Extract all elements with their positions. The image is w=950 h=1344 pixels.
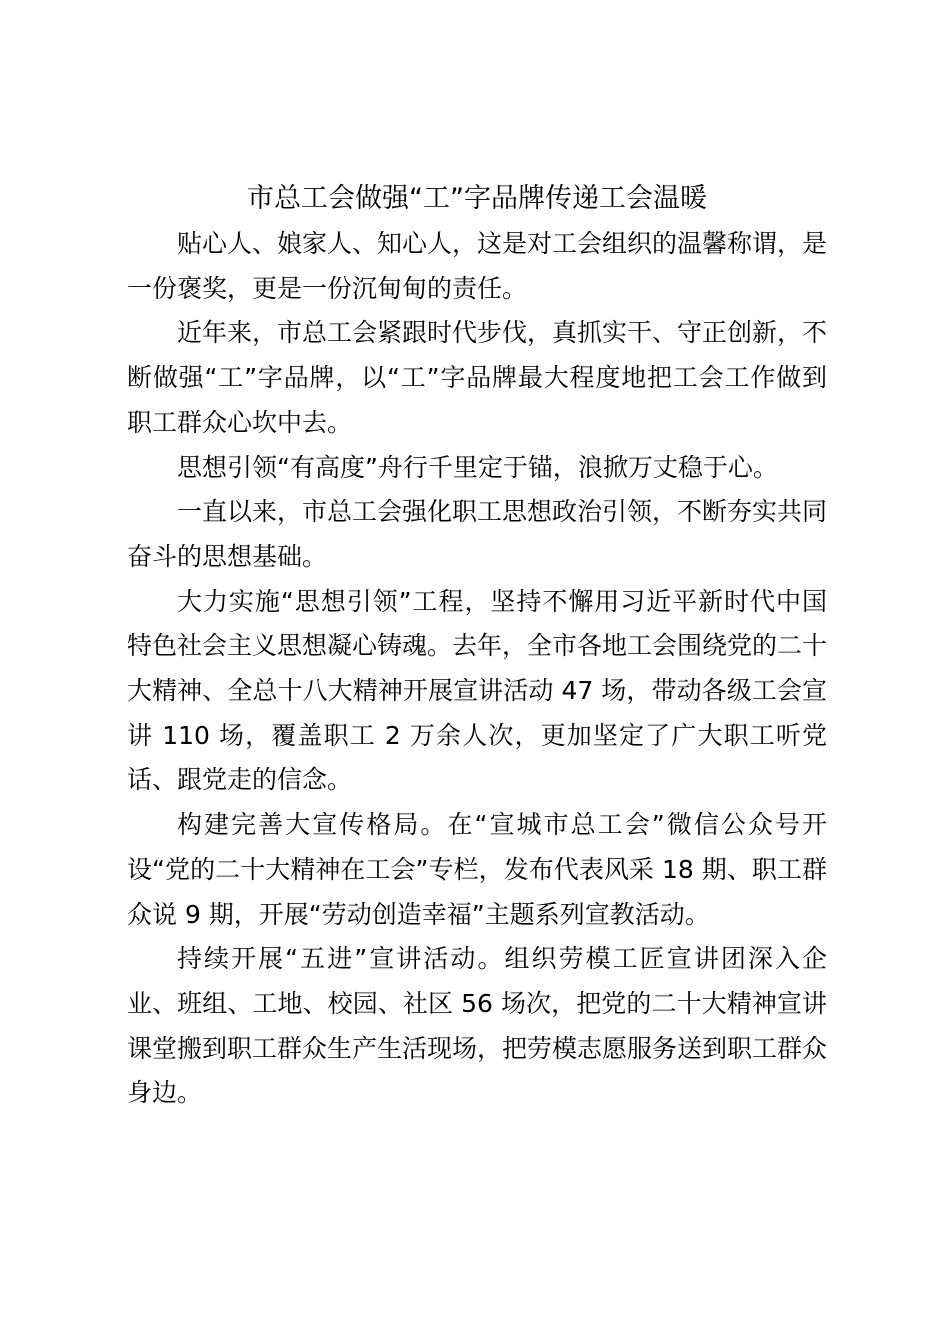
paragraph-1: 贴心人、娘家人、知心人，这是对工会组织的温馨称谓，是一份褒奖，更是一份沉甸甸的责任。 bbox=[127, 229, 828, 303]
paragraph-5: 大力实施“思想引领”工程，坚持不懈用习近平新时代中国特色社会主义思想凝心铸魂。去年，全市各地工会围绕党的二十大精神、全总十八大精神开展宣讲活动 47 场，带动各级工会宣讲 110 场，覆盖职工 2 万余人次，更加坚定了广大职工听党话、跟党走的信念。 bbox=[127, 586, 828, 795]
paragraph-3: 思想引领“有高度”舟行千里定于锚，浪掀万丈稳于心。 bbox=[177, 452, 778, 482]
document-title: 市总工会做强“工”字品牌传递工会温暖 bbox=[247, 183, 707, 214]
paragraph-6: 构建完善大宣传格局。在“宣城市总工会”微信公众号开设“党的二十大精神在工会”专栏，发布代表风采 18 期、职工群众说 9 期，开展“劳动创造幸福”主题系列宣教活动。 bbox=[127, 810, 827, 929]
document-page bbox=[127, 176, 827, 1116]
paragraph-2: 近年来，市总工会紧跟时代步伐，真抓实干、守正创新，不断做强“工”字品牌，以“工”字品牌最大程度地把工会工作做到职工群众心坎中去。 bbox=[127, 318, 828, 437]
paragraph-4: 一直以来，市总工会强化职工思想政治引领，不断夯实共同奋斗的思想基础。 bbox=[127, 497, 828, 571]
paragraph-7: 持续开展“五进”宣讲活动。组织劳模工匠宣讲团深入企业、班组、工地、校园、社区 56 场次，把党的二十大精神宣讲课堂搬到职工群众生产生活现场，把劳模志愿服务送到职工群众身边。 bbox=[127, 944, 828, 1108]
